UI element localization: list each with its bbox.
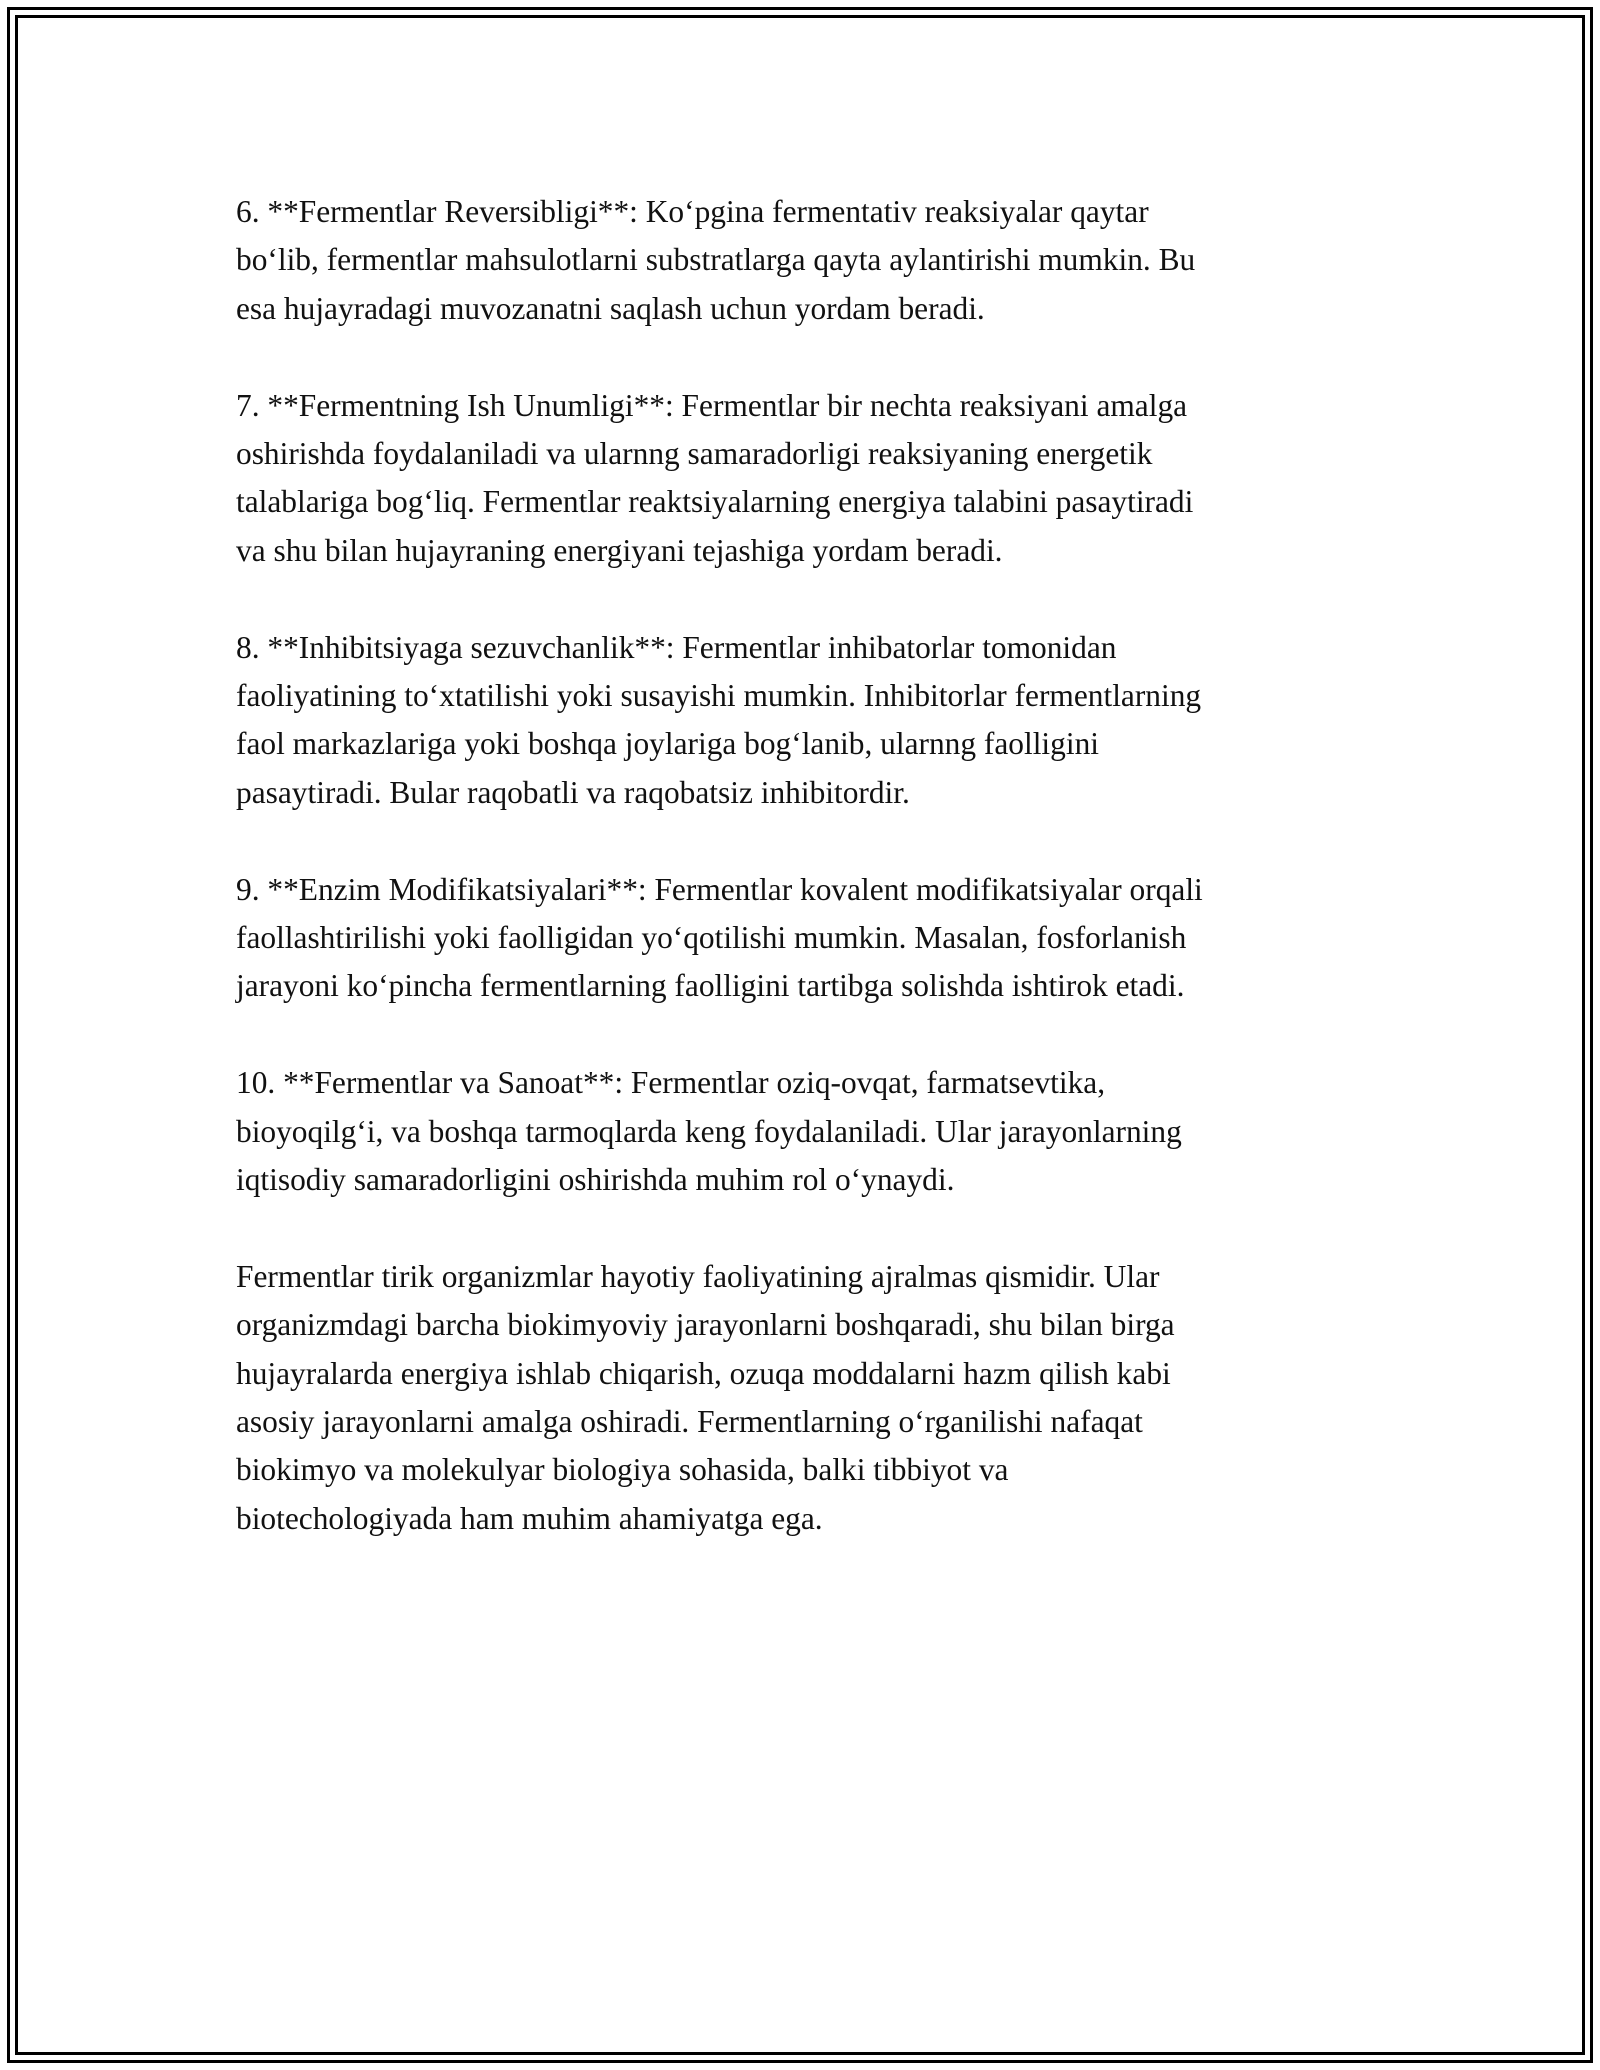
text-line: va shu bilan hujayraning energiyani tejashiga yordam beradi.	[236, 532, 1003, 568]
paragraph-enzim-modifikatsiyalari	[236, 866, 1376, 1011]
paragraph-fermentning-ish-unumligi	[236, 382, 1376, 576]
paragraph-conclusion	[236, 1253, 1376, 1543]
text-line: 9. **Enzim Modifikatsiyalari**: Fermentlar kovalent modifikatsiyalar orqali	[236, 871, 1203, 907]
paragraph-inhibitsiyaga-sezuvchanlik	[236, 624, 1376, 818]
paragraph-fermentlar-va-sanoat	[236, 1059, 1376, 1204]
text-line: talablariga bogʻliq. Fermentlar reaktsiyalarning energiya talabini pasaytiradi	[236, 484, 1194, 520]
paragraph-fermentlar-reversibligi	[236, 188, 1376, 333]
text-line: bioyoqilgʻi, va boshqa tarmoqlarda keng foydalaniladi. Ular jarayonlarning	[236, 1113, 1182, 1149]
text-line: iqtisodiy samaradorligini oshirishda muhim rol oʻynaydi.	[236, 1162, 955, 1198]
text-line: hujayralarda energiya ishlab chiqarish, ozuqa moddalarni hazm qilish kabi	[236, 1355, 1171, 1391]
text-line: Fermentlar tirik organizmlar hayotiy faoliyatining ajralmas qismidir. Ular	[236, 1258, 1160, 1294]
document-body	[236, 188, 1376, 1592]
text-line: 7. **Fermentning Ish Unumligi**: Fermentlar bir nechta reaksiyani amalga	[236, 387, 1188, 423]
text-line: organizmdagi barcha biokimyoviy jarayonlarni boshqaradi, shu bilan birga	[236, 1307, 1175, 1343]
text-line: 6. **Fermentlar Reversibligi**: Koʻpgina fermentativ reaksiyalar qaytar	[236, 194, 1149, 229]
text-line: pasaytiradi. Bular raqobatli va raqobatsiz inhibitordir.	[236, 774, 910, 810]
text-line: 8. **Inhibitsiyaga sezuvchanlik**: Fermentlar inhibatorlar tomonidan	[236, 629, 1117, 665]
text-line: faollashtirilishi yoki faolligidan yoʻqotilishi mumkin. Masalan, fosforlanish	[236, 920, 1187, 956]
text-line: jarayoni koʻpincha fermentlarning faolligini tartibga solishda ishtirok etadi.	[236, 968, 1185, 1004]
text-line: esa hujayradagi muvozanatni saqlash uchun yordam beradi.	[236, 290, 985, 326]
text-line: faol markazlariga yoki boshqa joylariga bogʻlanib, ularnng faolligini	[236, 726, 1099, 762]
text-line: boʻlib, fermentlar mahsulotlarni substratlarga qayta aylantirishi mumkin. Bu	[236, 242, 1196, 278]
text-line: biotechologiyada ham muhim ahamiyatga ega.	[236, 1500, 823, 1536]
text-line: oshirishda foydalaniladi va ularnng samaradorligi reaksiyaning energetik	[236, 436, 1153, 472]
text-line: faoliyatining toʻxtatilishi yoki susayishi mumkin. Inhibitorlar fermentlarning	[236, 678, 1202, 714]
text-line: biokimyo va molekulyar biologiya sohasida, balki tibbiyot va	[236, 1452, 1009, 1488]
text-line: 10. **Fermentlar va Sanoat**: Fermentlar oziq-ovqat, farmatsevtika,	[236, 1065, 1106, 1101]
text-line: asosiy jarayonlarni amalga oshiradi. Fermentlarning oʻrganilishi nafaqat	[236, 1404, 1143, 1440]
